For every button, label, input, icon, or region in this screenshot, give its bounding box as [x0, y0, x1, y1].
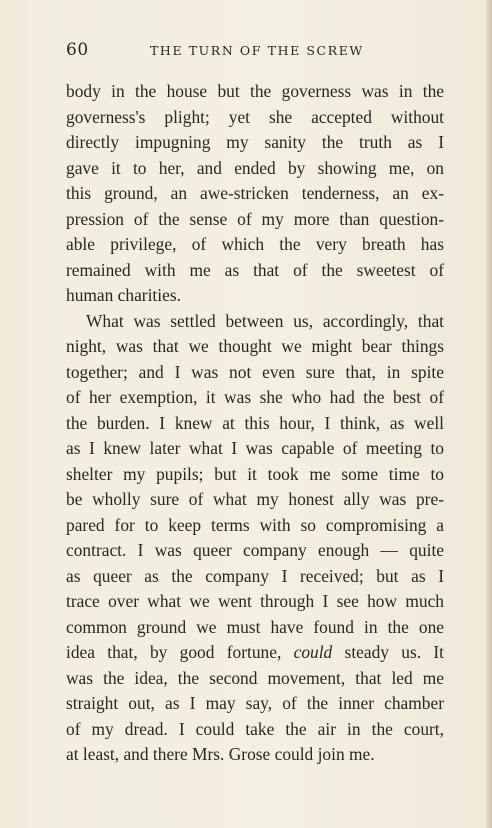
text-line: governess's plight; yet she accepted without	[66, 106, 444, 127]
text-fragment: idea that, by good fortune,	[66, 642, 294, 662]
text-line: common ground we must have found in the one	[66, 616, 444, 637]
text-line: as queer as the company I received; but as I	[66, 565, 444, 586]
text-line: body in the house but the governess was in the	[66, 81, 444, 101]
text-line: pared for to keep terms with so compromising a	[66, 514, 444, 535]
body-text	[66, 79, 444, 768]
paragraph-1	[66, 79, 444, 309]
text-line: able privilege, of which the very breath has	[66, 234, 444, 254]
text-line: of her exemption, it was she who had the best of	[66, 387, 444, 407]
text-line: directly impugning my sanity the truth as I	[66, 132, 444, 152]
text-line-with-emphasis	[66, 640, 444, 666]
text-line: human charities.	[66, 285, 181, 305]
text-line: trace over what we went through I see how much	[66, 591, 444, 611]
page-number: 60	[66, 40, 89, 60]
text-line: night, was that we thought we might bear things	[66, 336, 444, 356]
text-line: What was settled between us, accordingly, that	[86, 310, 444, 331]
paragraph-2	[66, 309, 444, 768]
text-fragment: steady us. It	[332, 642, 444, 662]
text-line: at least, and there Mrs. Grose could join me.	[66, 744, 375, 764]
text-line: remained with me as that of the sweetest of	[66, 259, 444, 280]
text-line: was the idea, the second movement, that led me	[66, 667, 444, 688]
text-line: this ground, an awe-stricken tenderness, an ex-	[66, 183, 444, 203]
text-line: shelter my pupils; but it took me some time to	[66, 463, 444, 484]
text-line: pression of the sense of my more than question-	[66, 208, 444, 229]
text-line: of my dread. I could take the air in the court,	[66, 718, 444, 739]
text-line: be wholly sure of what my honest ally was pre-	[66, 489, 444, 509]
text-line: together; and I was not even sure that, in spite	[66, 361, 444, 382]
text-line: straight out, as I may say, of the inner chamber	[66, 693, 444, 713]
page-edge-shadow	[486, 0, 492, 828]
text-line: as I knew later what I was capable of meeting to	[66, 438, 444, 458]
text-line: gave it to her, and ended by showing me, on	[66, 157, 444, 178]
running-title: THE TURN OF THE SCREW	[150, 43, 364, 58]
emphasized-word: could	[293, 642, 333, 662]
text-line: the burden. I knew at this hour, I think, as well	[66, 412, 444, 433]
page-header	[66, 40, 446, 64]
text-line: contract. I was queer company enough — quite	[66, 540, 444, 560]
